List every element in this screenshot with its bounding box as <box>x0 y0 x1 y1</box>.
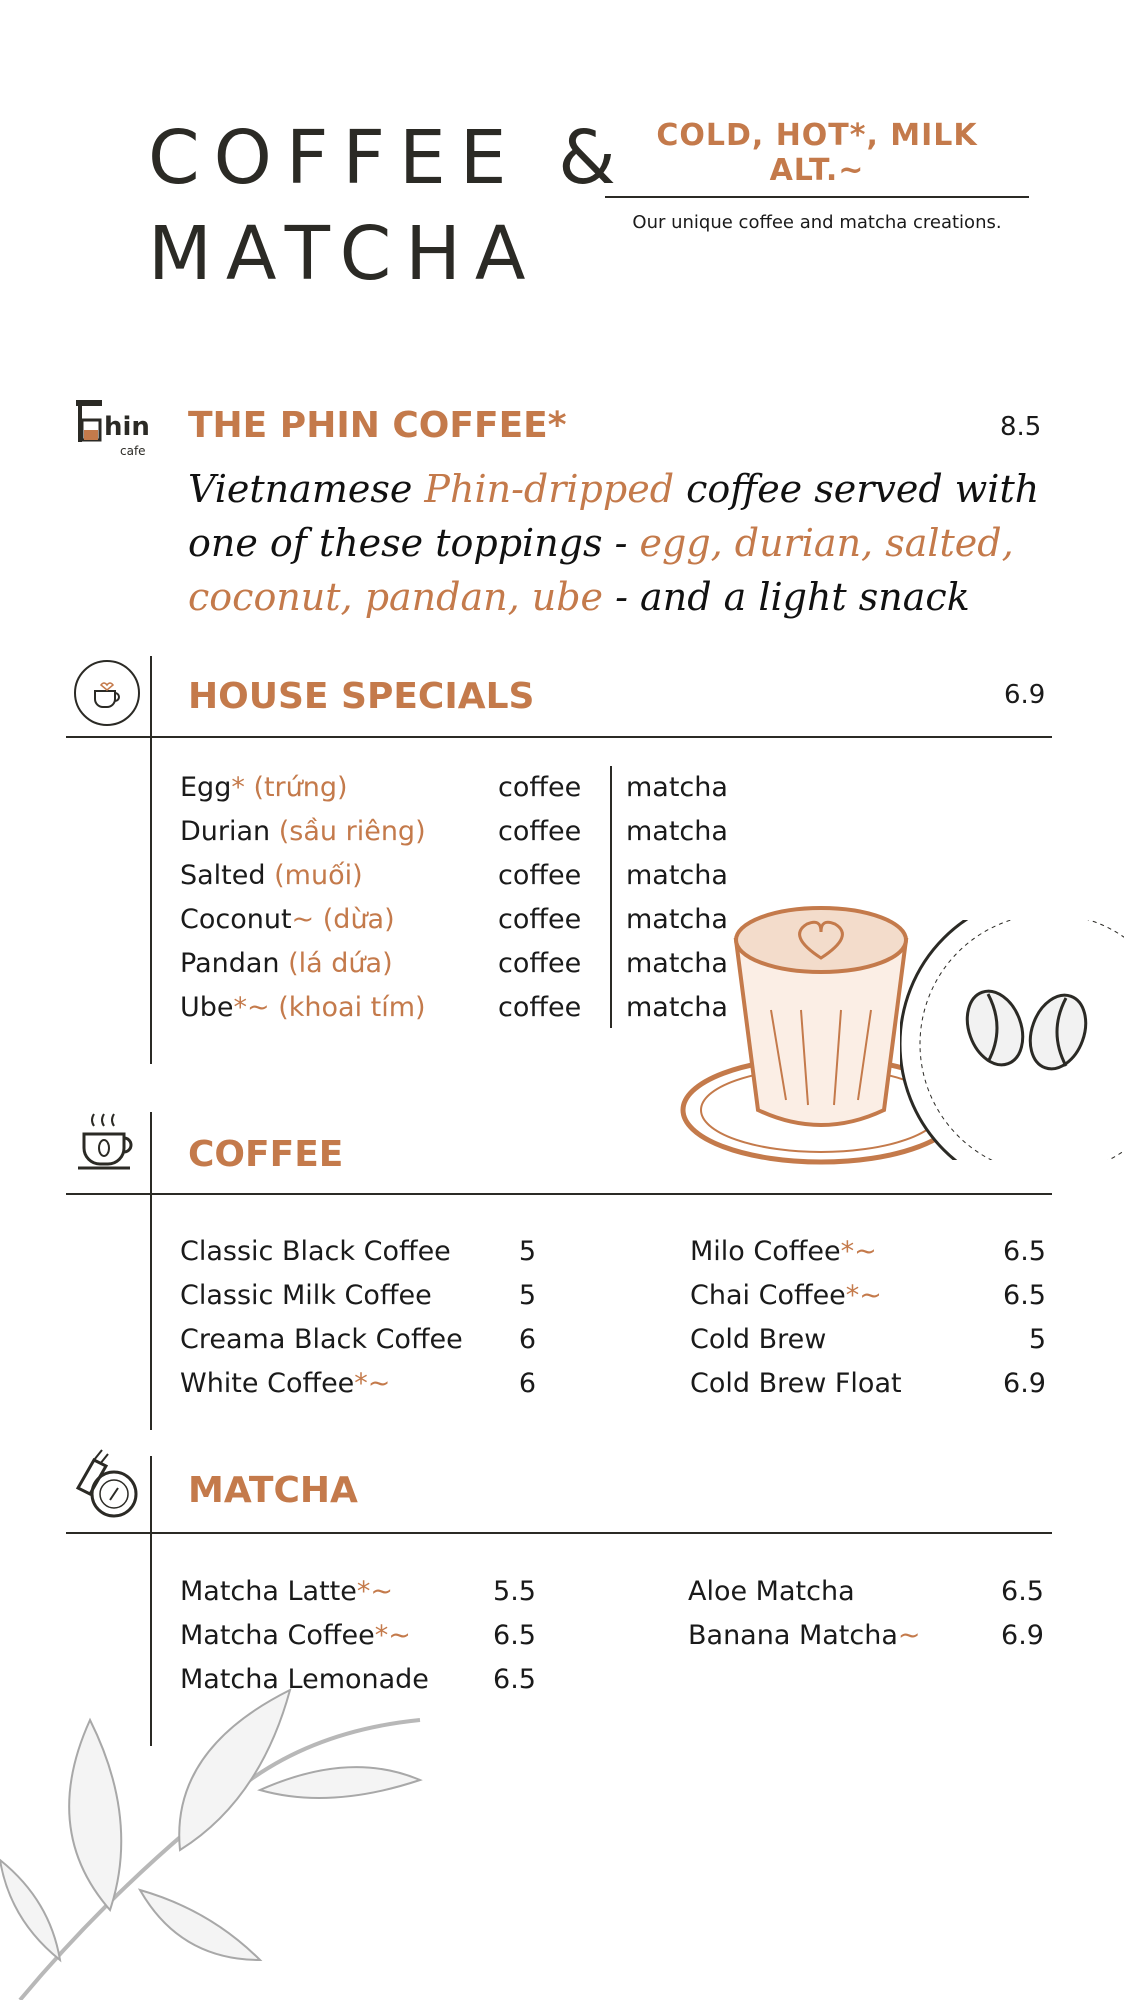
matcha-list-right <box>688 1570 1044 1658</box>
item-name: Cold Brew <box>690 1324 827 1355</box>
item-price: 5 <box>518 1236 536 1267</box>
item-name: Aloe Matcha <box>688 1576 855 1607</box>
item-vietnamese-name: (khoai tím) <box>278 992 426 1023</box>
item-price: 5 <box>1028 1324 1046 1355</box>
matcha-whisk-icon <box>72 1448 142 1524</box>
list-item <box>180 986 728 1030</box>
page-title <box>148 110 630 302</box>
title-line-2: MATCHA <box>148 211 540 297</box>
option-matcha: matcha <box>626 860 728 891</box>
coffee-title: COFFEE <box>188 1134 344 1175</box>
item-marks: *~ <box>374 1620 411 1651</box>
list-item <box>180 854 728 898</box>
list-item <box>690 1362 1046 1406</box>
item-name: White Coffee <box>180 1368 355 1399</box>
house-specials-title: HOUSE SPECIALS <box>188 676 535 717</box>
phin-logo-subtext: cafe <box>120 444 146 458</box>
steaming-cup-icon <box>76 1110 136 1178</box>
item-marks: *~ <box>840 1236 877 1267</box>
item-price: 6.5 <box>1003 1280 1046 1311</box>
phin-coffee-description <box>188 462 1048 624</box>
item-price: 6.5 <box>1001 1576 1044 1607</box>
list-item <box>690 1230 1046 1274</box>
house-specials-list <box>180 766 728 1030</box>
item-name: Matcha Latte <box>180 1576 357 1607</box>
option-matcha: matcha <box>626 948 728 979</box>
item-vietnamese-name: (trứng) <box>253 772 348 803</box>
matcha-title: MATCHA <box>188 1470 358 1511</box>
menu-description: Our unique coffee and matcha creations. <box>632 212 1002 233</box>
leaf-branch-illustration <box>0 1660 440 2004</box>
item-price: 6 <box>518 1368 536 1399</box>
item-name: Cold Brew Float <box>690 1368 902 1399</box>
list-item <box>180 1230 536 1274</box>
list-item <box>180 898 728 942</box>
house-specials-price: 6.9 <box>1004 680 1046 710</box>
coffee-list-left <box>180 1230 536 1406</box>
item-name: Classic Milk Coffee <box>180 1280 432 1311</box>
item-marks: *~ <box>354 1368 391 1399</box>
item-marks: *~ <box>356 1576 394 1607</box>
matcha-rule <box>66 1532 1052 1534</box>
temperature-tagline: COLD, HOT*, MILK ALT.~ <box>605 118 1029 198</box>
coffee-beans-plate-illustration <box>900 920 1124 1164</box>
list-item <box>690 1318 1046 1362</box>
item-marks: *~ <box>845 1280 882 1311</box>
list-item <box>688 1570 1044 1614</box>
phin-desc-part-2: Phin-dripped <box>424 467 675 511</box>
item-name: Banana Matcha <box>688 1620 898 1651</box>
item-name: Coconut <box>180 904 292 935</box>
list-item <box>180 1614 536 1658</box>
title-line-1: COFFEE & <box>148 115 630 201</box>
list-item <box>180 1362 536 1406</box>
list-item <box>180 1274 536 1318</box>
option-matcha: matcha <box>626 904 728 935</box>
coffee-list-right <box>690 1230 1046 1406</box>
house-specials-rule <box>66 736 1052 738</box>
coffee-rule <box>66 1193 1052 1195</box>
phin-desc-part-1: Vietnamese <box>188 467 425 511</box>
item-price: 5 <box>518 1280 536 1311</box>
item-marks: ~ <box>291 904 315 935</box>
item-vietnamese-name: (sầu riêng) <box>278 816 426 847</box>
list-item <box>688 1614 1044 1658</box>
item-price: 6.5 <box>1003 1236 1046 1267</box>
option-coffee: coffee <box>498 992 582 1023</box>
phin-logo-text: hin <box>104 412 150 442</box>
item-name: Salted <box>180 860 266 891</box>
item-name: Classic Black Coffee <box>180 1236 451 1267</box>
list-item <box>180 810 728 854</box>
option-matcha: matcha <box>626 992 728 1023</box>
item-marks: * <box>231 772 245 803</box>
item-price: 5.5 <box>493 1576 536 1607</box>
option-coffee: coffee <box>498 772 582 803</box>
subtitle-block <box>605 118 1029 233</box>
list-item <box>180 1318 536 1362</box>
item-price: 6.5 <box>493 1664 536 1695</box>
option-coffee: coffee <box>498 904 582 935</box>
item-name: Creama Black Coffee <box>180 1324 463 1355</box>
item-name: Chai Coffee <box>690 1280 846 1311</box>
phin-coffee-price: 8.5 <box>1000 412 1042 442</box>
option-matcha: matcha <box>626 816 728 847</box>
coffee-emblem-icon <box>74 660 140 726</box>
option-coffee: coffee <box>498 860 582 891</box>
item-vietnamese-name: (muối) <box>274 860 363 891</box>
item-name: Egg <box>180 772 232 803</box>
phin-desc-part-5: - and a light snack <box>603 575 970 619</box>
item-name: Pandan <box>180 948 280 979</box>
option-matcha: matcha <box>626 772 728 803</box>
list-item <box>180 766 728 810</box>
house-specials-vertical-rule <box>150 656 152 1064</box>
item-name: Matcha Coffee <box>180 1620 375 1651</box>
item-vietnamese-name: (lá dứa) <box>288 948 393 979</box>
item-price: 6.5 <box>493 1620 536 1651</box>
item-name: Ube <box>180 992 234 1023</box>
item-price: 6 <box>518 1324 536 1355</box>
item-price: 6.9 <box>1001 1620 1044 1651</box>
item-vietnamese-name: (dừa) <box>322 904 395 935</box>
option-coffee: coffee <box>498 816 582 847</box>
item-price: 6.9 <box>1003 1368 1046 1399</box>
phin-desc-part-4: egg, durian, salted, coconut, pandan, ube <box>188 521 1014 619</box>
item-marks: ~ <box>897 1620 921 1651</box>
item-marks: *~ <box>233 992 270 1023</box>
phin-desc-part-3: coffee served with one of these toppings - <box>188 467 1040 565</box>
coffee-vertical-rule <box>150 1112 152 1430</box>
item-name: Milo Coffee <box>690 1236 841 1267</box>
list-item <box>180 942 728 986</box>
list-item <box>180 1570 536 1614</box>
item-name: Durian <box>180 816 271 847</box>
item-name: Matcha Lemonade <box>180 1664 429 1695</box>
list-item <box>690 1274 1046 1318</box>
option-coffee: coffee <box>498 948 582 979</box>
phin-coffee-title: THE PHIN COFFEE* <box>188 405 567 446</box>
